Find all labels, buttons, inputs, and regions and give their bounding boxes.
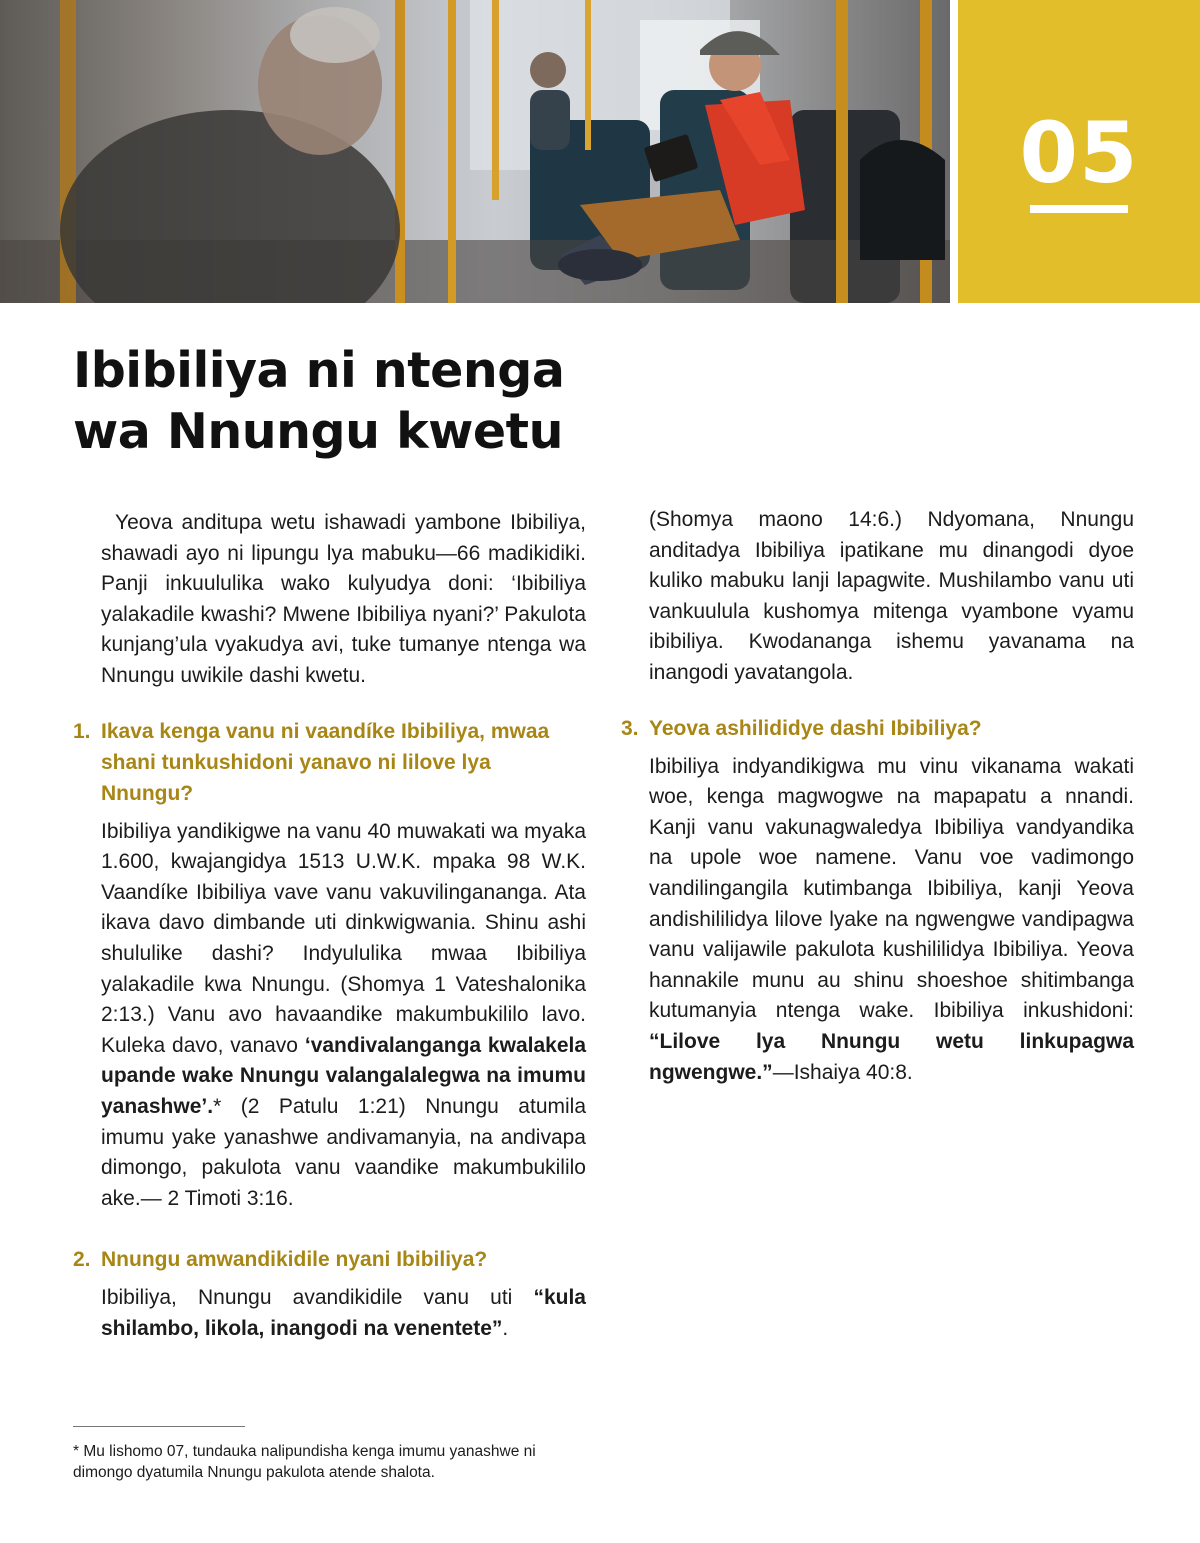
footnote-divider — [73, 1426, 245, 1427]
section-2-continued: (Shomya maono 14:6.) Ndyomana, Nnungu anditadya Ibibiliya ipatikane mu dinangodi dyoe kuliko mabuku lanji lapagwite. Mushilambo vanu uti vankuulula kushomya mitenga vyambone vyamu ibibiliya. Kwodananga ishemu yavanama na inangodi yavatangola. — [649, 508, 1134, 684]
section-1-body — [73, 817, 586, 1215]
section-1-question — [73, 716, 586, 809]
section-1-text: Ibibiliya yandikigwe na vanu 40 muwakati wa myaka 1.600, kwajangidya 1513 U.W.K. mpaka 98 W.K. Vaandíke Ibibiliya vave vanu vakuvilingananga. Ata ikava davo dimbande uti dinkwigwania. Shinu ashi shululike dashi? Indyululika mwaa Ibibiliya yalakadile kwa Nnungu. (Shomya 1 Vateshalonika 2:13.) Vanu avo havaandike makumbukililo lavo. Kuleka davo, vanavo — [101, 819, 586, 1057]
section-3-text: Ibibiliya indyandikigwa mu vinu vikanama wakati woe, kenga magwogwe na mapapatu a nnandi. Kanji vanu vakunagwaledya Ibibiliya vandyandika na upole woe namene. Vanu voe vadimongo vandilingangila kutimbanga Ibibiliya, kanji Yeova andishililidya lilove lyake na ngwengwe vandipagwa vanu valijawile pakulota kushililidya Ibibiliya. Yeova hannakile munu au shinu shoeshoe shitimbanga kutumanyia ntenga wake. Ibibiliya inkushidoni: — [649, 754, 1134, 1023]
lesson-badge — [958, 0, 1200, 303]
footnote: * Mu lishomo 07, tundauka nalipundisha kenga imumu yanashwe ni dimongo dyatumila Nnungu pakulota atende shalota. — [73, 1443, 536, 1481]
section-1-number: 1. — [73, 719, 91, 743]
title-line-2: wa Nnungu kwetu — [73, 403, 563, 460]
section-3-quote: “Lilove lya Nnungu wetu linkupagwa ngwengwe.” — [649, 1029, 1134, 1084]
intro-paragraph: Yeova anditupa wetu ishawadi yambone Ibibiliya, shawadi ayo ni lipungu lya mabuku—66 madikidiki. Panji inkuululika wako kulyudya doni: ‘Ibibiliya yalakadile kwashi? Mwene Ibibiliya nyani?’ Pakulota kunjang’ula vyakudya avi, tuke tumanye ntenga wa Nnungu uwikile dashi kwetu. — [101, 511, 586, 687]
section-1-quote: ‘vandivalanganga kwalakela upande wake Nnungu valangalalegwa na imumu yanashwe’. — [101, 1033, 587, 1118]
right-column — [621, 505, 1134, 1088]
section-2-text-tail: . — [502, 1316, 509, 1340]
badge-underline — [1030, 205, 1128, 213]
bus-scene-illustration — [0, 0, 950, 303]
section-3-question — [621, 713, 1134, 744]
section-1-text-tail: * (2 Patulu 1:21) Nnungu atumila imumu yake yanashwe andivamanyia, na andivapa dimongo, pakulota vanu vaandike makumbukililo ake.— 2 Timoti 3:16. — [101, 1094, 586, 1210]
section-3-number: 3. — [621, 716, 639, 740]
section-3-text-tail: —Ishaiya 40:8. — [772, 1060, 913, 1084]
section-3-body — [621, 752, 1134, 1089]
section-2-question-text: Nnungu amwandikidile nyani Ibibiliya? — [101, 1248, 488, 1272]
section-2-body — [73, 1283, 586, 1344]
section-2-quote: “kula shilambo, likola, inangodi na venentete” — [101, 1286, 586, 1340]
title-line-1: Ibibiliya ni ntenga — [73, 342, 565, 399]
lesson-number: 05 — [1019, 104, 1139, 202]
left-column — [73, 508, 586, 1344]
section-2-question — [73, 1244, 586, 1275]
section-1-question-text: Ikava kenga vanu ni vaandíke Ibibiliya, mwaa shani tunkushidoni yanavo ni lilove lya Nnungu? — [101, 719, 550, 805]
page-title — [73, 340, 633, 462]
section-2-number: 2. — [73, 1248, 91, 1272]
section-2-text: Ibibiliya, Nnungu avandikidile vanu uti — [101, 1286, 513, 1310]
header-photo — [0, 0, 950, 303]
section-3-question-text: Yeova ashilididye dashi Ibibiliya? — [649, 716, 982, 740]
